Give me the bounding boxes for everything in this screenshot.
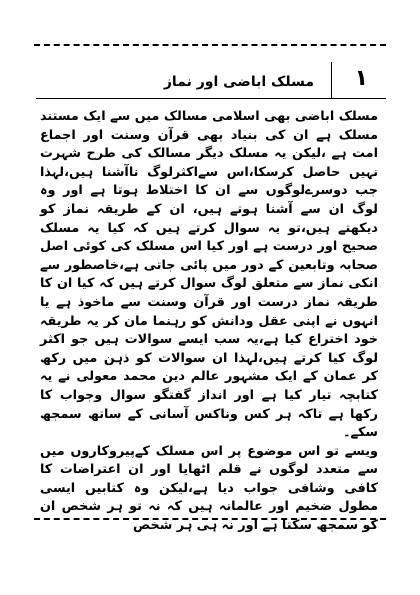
page-number: ۱ bbox=[354, 66, 368, 91]
body-text bbox=[40, 108, 378, 534]
page-header bbox=[36, 62, 386, 99]
bottom-dashed-rule bbox=[34, 518, 386, 520]
paragraph-2: ویسے تو اس موضوع پر اس مسلک کےپیروکاروں میں سے متعدد لوگوں نے قلم اٹھایا اور ان اعتراضات کا کافی وشافی جواب دیا ہے،لیکن وہ کتابیں ایسی مطول ضخیم اور عالمانہ ہیں کہ نہ تو ہر شخص ان کو سمجھ سکتا ہے اور نہ ہی ہر شخص bbox=[40, 443, 378, 534]
header-divider bbox=[331, 62, 332, 99]
top-dashed-rule bbox=[34, 44, 386, 46]
paragraph-1: مسلک اباضی بھی اسلامی مسالک میں سے ایک مستند مسلک ہے ان کی بنیاد بھی قرآن وسنت اور اجماع امت ہے ،لیکن یہ مسلک دیگر مسالک کی طرح شہرت نہیں حاصل کرسکا،اس سےاکثرلوگ ناآشنا ہیں،لہذا جب دوسرےلوگوں سے ان کا اختلاط ہوتا ہے اور وہ لوگ ان سے آشنا ہوتے ہیں، ان کے طریقہ نماز کو دیکھتے ہیں،تو یہ سوال کرتے ہیں کہ کیا یہ مسلک صحیح اور درست ہے اور کیا اس مسلک کی کوئی اصل صحابہ وتابعین کے دور میں پائی جاتی ہے،خاصطور سے انکی نماز سے متعلق لوگ سوال کرتے ہیں کہ کیا ان کا طریقہ نماز درست اور قرآن وسنت سے ماخوذ ہے یا انہوں نے اپنی عقل ودانش کو رہنما مان کر یہ طریقہ خود اختراع کیا ہے،یہ سب ایسے سوالات ہیں جو اکثر لوگ کیا کرتے ہیں،لہذا ان سوالات کو ذہن میں رکھ کر عمان کے ایک مشہور عالم دین محمد معولی نے یہ کتابچہ تیار کیا ہے اور انداز گفتگو سوال وجواب کا رکھا ہے تاکہ ہر کس وناکس آسانی کے ساتھ سمجھ سکے۔ bbox=[40, 109, 378, 441]
running-title: مسلک اباضی اور نماز bbox=[163, 74, 314, 90]
